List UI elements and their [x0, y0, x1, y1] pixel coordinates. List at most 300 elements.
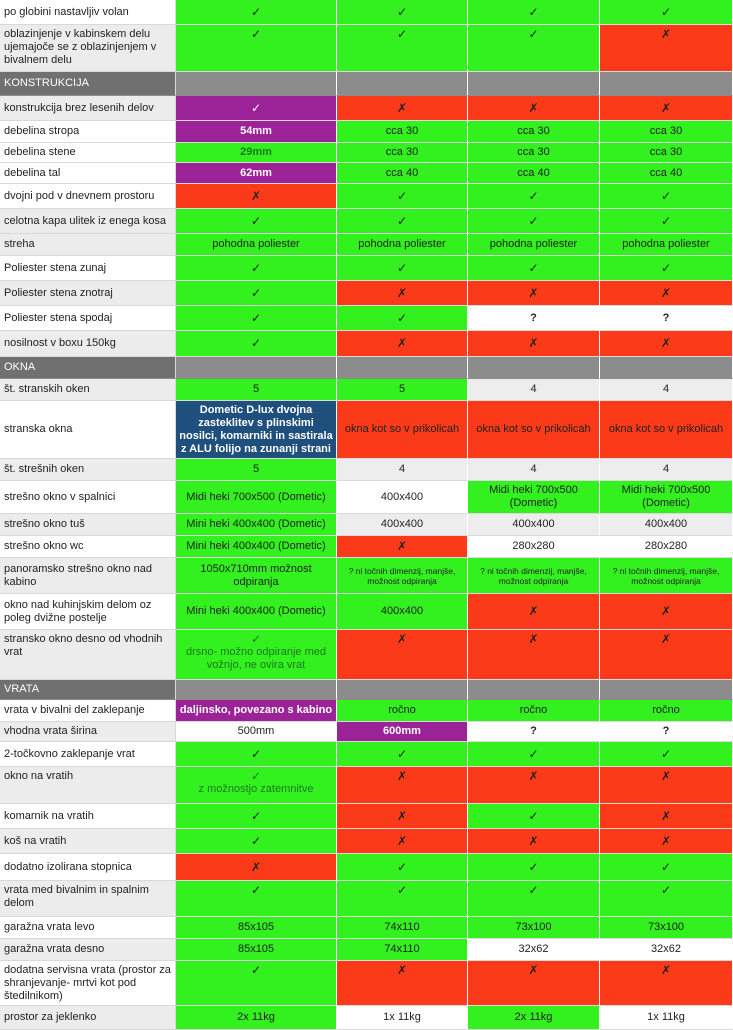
- cell-text: ?: [530, 725, 537, 737]
- row-label: nosilnost v boxu 150kg: [0, 331, 176, 357]
- check-icon: ✓: [528, 4, 539, 19]
- cell-text: 32x62: [651, 943, 681, 955]
- check-icon: ✓: [528, 27, 539, 41]
- table-cell: [337, 829, 468, 854]
- cell-text: pohodna poliester: [358, 238, 446, 250]
- cell-text: 62mm: [240, 166, 272, 179]
- cell-text: 1x 11kg: [647, 1011, 685, 1023]
- table-row: [0, 143, 733, 163]
- table-cell: [600, 829, 733, 854]
- table-cell: [176, 96, 337, 121]
- table-row: [0, 234, 733, 256]
- table-row: [0, 1006, 733, 1030]
- table-cell: [176, 481, 337, 514]
- check-icon: ✓: [528, 808, 539, 823]
- cell-text: 29mm: [240, 146, 272, 158]
- table-cell: [337, 184, 468, 209]
- table-cell: [468, 917, 600, 939]
- table-cell: [337, 594, 468, 630]
- cross-icon: ✗: [660, 336, 672, 350]
- table-cell: [468, 209, 600, 234]
- cell-text: 280x280: [644, 540, 688, 552]
- check-icon: ✓: [396, 260, 408, 275]
- cell-text: 54mm: [240, 125, 272, 137]
- cross-icon: ✗: [660, 27, 672, 41]
- table-cell: [176, 854, 337, 881]
- table-cell: [176, 961, 337, 1006]
- check-icon: ✓: [250, 4, 262, 19]
- table-cell: [176, 25, 337, 72]
- cell-text: ? ni točnih dimenzij, manjše, možnost odpiranja: [348, 565, 456, 586]
- check-icon: ✓: [250, 746, 262, 761]
- table-row: [0, 514, 733, 536]
- cell-text: Mini heki 400x400 (Dometic): [186, 605, 326, 617]
- table-cell: [600, 536, 733, 558]
- table-cell: [468, 25, 600, 72]
- section-fill: [468, 72, 600, 96]
- row-label: dodatno izolirana stopnica: [0, 854, 176, 881]
- cell-text: Midi heki 700x500 (Dometic): [621, 484, 711, 509]
- table-cell: [600, 558, 733, 594]
- check-icon: ✓: [396, 188, 408, 203]
- table-row: [0, 594, 733, 630]
- row-label: 2-točkovno zaklepanje vrat: [0, 742, 176, 767]
- cell-text: 73x100: [515, 921, 552, 933]
- cell-text: 5: [252, 383, 260, 395]
- section-fill: [337, 72, 468, 96]
- table-cell: [468, 514, 600, 536]
- table-cell: [468, 767, 600, 804]
- table-cell: [600, 917, 733, 939]
- table-cell: [468, 143, 600, 163]
- cell-text: 1x 11kg: [383, 1011, 421, 1023]
- cell-note: drsno- možno odpiranje med vožnjo, ne ovira vrat: [185, 646, 327, 671]
- table-row: [0, 536, 733, 558]
- check-icon: ✓: [250, 285, 262, 300]
- table-cell: [337, 1006, 468, 1030]
- section-fill: [176, 680, 337, 700]
- section-fill: [176, 357, 337, 379]
- check-icon: ✓: [660, 188, 672, 203]
- table-cell: [600, 331, 733, 357]
- table-row: [0, 163, 733, 184]
- cross-icon: ✗: [396, 632, 408, 646]
- table-cell: [176, 514, 337, 536]
- table-cell: [176, 459, 337, 481]
- table-cell: [337, 121, 468, 143]
- cross-icon: ✗: [250, 859, 262, 874]
- table-cell: [337, 209, 468, 234]
- table-row: [0, 209, 733, 234]
- row-label: vhodna vrata širina: [0, 722, 176, 742]
- table-cell: [337, 961, 468, 1006]
- table-cell: [468, 804, 600, 829]
- check-icon: ✓: [250, 310, 262, 325]
- cell-text: 85x105: [237, 921, 275, 933]
- section-fill: [468, 357, 600, 379]
- table-cell: [337, 742, 468, 767]
- row-label: št. stranskih oken: [0, 379, 176, 401]
- cell-text: 280x280: [512, 540, 555, 552]
- table-cell: [176, 939, 337, 961]
- table-row: [0, 742, 733, 767]
- table-row: [0, 401, 733, 459]
- cross-icon: ✗: [396, 336, 408, 350]
- table-cell: [600, 594, 733, 630]
- cell-text: 4: [662, 383, 670, 395]
- table-cell: [600, 25, 733, 72]
- table-cell: [468, 961, 600, 1006]
- row-label: debelina tal: [0, 163, 176, 184]
- row-label: Poliester stena zunaj: [0, 256, 176, 281]
- table-cell: [600, 306, 733, 331]
- row-label: oblazinjenje v kabinskem delu ujemajoče se z oblazinjenjem v bivalnem delu: [0, 25, 176, 72]
- table-cell: [176, 281, 337, 306]
- check-icon: ✓: [396, 883, 408, 897]
- table-cell: [176, 742, 337, 767]
- table-cell: [337, 281, 468, 306]
- table-cell: [468, 829, 600, 854]
- cell-text: 500mm: [237, 725, 275, 737]
- cell-text: 400x400: [380, 605, 424, 617]
- check-icon: ✓: [660, 4, 672, 19]
- cell-text: ?: [662, 311, 670, 324]
- cross-icon: ✗: [396, 285, 408, 300]
- table-cell: [600, 881, 733, 917]
- cross-icon: ✗: [528, 963, 539, 977]
- table-cell: [600, 722, 733, 742]
- check-icon: ✓: [396, 310, 408, 325]
- cross-icon: ✗: [250, 188, 262, 203]
- check-icon: ✓: [660, 213, 672, 228]
- table-cell: [600, 0, 733, 25]
- table-cell: [176, 700, 337, 722]
- table-cell: [337, 536, 468, 558]
- table-row: [0, 481, 733, 514]
- check-icon: ✓: [528, 746, 539, 761]
- table-cell: [176, 401, 337, 459]
- row-label: stransko okno desno od vhodnih vrat: [0, 630, 176, 680]
- row-label: garažna vrata desno: [0, 939, 176, 961]
- cell-text: cca 30: [649, 125, 683, 137]
- cell-text: cca 40: [517, 166, 550, 179]
- table-cell: [600, 742, 733, 767]
- table-cell: [600, 96, 733, 121]
- table-cell: [337, 401, 468, 459]
- cross-icon: ✗: [396, 808, 408, 823]
- table-cell: [176, 163, 337, 184]
- table-row: [0, 379, 733, 401]
- cell-text: pohodna poliester: [489, 238, 578, 250]
- table-cell: [337, 459, 468, 481]
- cross-icon: ✗: [396, 100, 408, 115]
- cell-text: cca 40: [385, 166, 419, 179]
- cross-icon: ✗: [528, 285, 539, 300]
- table-cell: [468, 459, 600, 481]
- table-row: [0, 917, 733, 939]
- table-cell: [600, 184, 733, 209]
- table-cell: [176, 306, 337, 331]
- table-cell: [337, 25, 468, 72]
- table-cell: [337, 558, 468, 594]
- cell-text: 4: [398, 463, 406, 475]
- cell-text: ročno: [652, 704, 680, 716]
- table-row: [0, 700, 733, 722]
- cross-icon: ✗: [660, 100, 672, 115]
- table-cell: [600, 961, 733, 1006]
- row-label: konstrukcija brez lesenih delov: [0, 96, 176, 121]
- cross-icon: ✗: [528, 632, 539, 646]
- cell-text: okna kot so v prikolicah: [476, 423, 591, 435]
- cell-text: 2x 11kg: [514, 1011, 553, 1023]
- section-title: VRATA: [0, 680, 176, 700]
- row-label: Poliester stena spodaj: [0, 306, 176, 331]
- cross-icon: ✗: [660, 808, 672, 823]
- check-icon: ✓: [660, 260, 672, 275]
- section-header: [0, 357, 733, 379]
- table-cell: [176, 804, 337, 829]
- cross-icon: ✗: [528, 604, 539, 618]
- cell-text: Mini heki 400x400 (Dometic): [186, 540, 326, 552]
- table-cell: [468, 184, 600, 209]
- cross-icon: ✗: [660, 833, 672, 848]
- table-cell: [337, 481, 468, 514]
- cell-text: pohodna poliester: [622, 238, 710, 250]
- table-cell: [176, 331, 337, 357]
- row-label: strešno okno wc: [0, 536, 176, 558]
- table-cell: [337, 854, 468, 881]
- row-label: celotna kapa ulitek iz enega kosa: [0, 209, 176, 234]
- table-row: [0, 459, 733, 481]
- section-fill: [600, 357, 733, 379]
- cell-text: 400x400: [512, 518, 555, 530]
- cell-text: 400x400: [380, 490, 424, 503]
- row-label: okno na vratih: [0, 767, 176, 804]
- cell-text: Midi heki 700x500 (Dometic): [186, 490, 326, 503]
- table-cell: [337, 96, 468, 121]
- table-cell: [468, 234, 600, 256]
- section-fill: [337, 357, 468, 379]
- table-cell: [468, 558, 600, 594]
- row-label: po globini nastavljiv volan: [0, 0, 176, 25]
- cell-text: pohodna poliester: [212, 238, 300, 250]
- table-cell: [337, 939, 468, 961]
- table-cell: [176, 1006, 337, 1030]
- table-row: [0, 854, 733, 881]
- table-cell: [600, 379, 733, 401]
- table-row: [0, 96, 733, 121]
- table-cell: [337, 306, 468, 331]
- cell-text: 600mm: [383, 725, 421, 737]
- check-icon: ✓: [250, 632, 262, 646]
- table-row: [0, 829, 733, 854]
- cell-text: 4: [530, 463, 537, 475]
- table-cell: [176, 558, 337, 594]
- check-icon: ✓: [396, 27, 408, 41]
- cross-icon: ✗: [528, 336, 539, 350]
- check-icon: ✓: [528, 188, 539, 203]
- table-cell: [468, 700, 600, 722]
- check-icon: ✓: [660, 859, 672, 874]
- table-row: [0, 722, 733, 742]
- cell-text: okna kot so v prikolicah: [608, 423, 724, 435]
- table-cell: [337, 0, 468, 25]
- row-label: stranska okna: [0, 401, 176, 459]
- table-cell: [468, 0, 600, 25]
- table-cell: [600, 401, 733, 459]
- cell-text: Dometic D-lux dvojna zasteklitev s plinskimi nosilci, komarniki in sastirala z ALU folijo na zunanji strani: [179, 403, 333, 455]
- table-cell: [468, 939, 600, 961]
- cell-note: z možnostjo zatemnitve: [198, 783, 314, 795]
- section-fill: [600, 680, 733, 700]
- row-label: vrata v bivalni del zaklepanje: [0, 700, 176, 722]
- table-row: [0, 939, 733, 961]
- table-cell: [176, 722, 337, 742]
- section-title: KONSTRUKCIJA: [0, 72, 176, 96]
- table-cell: [337, 163, 468, 184]
- table-cell: [600, 939, 733, 961]
- row-label: Poliester stena znotraj: [0, 281, 176, 306]
- table-cell: [468, 281, 600, 306]
- row-label: strešno okno tuš: [0, 514, 176, 536]
- table-cell: [176, 881, 337, 917]
- cross-icon: ✗: [396, 963, 408, 977]
- table-cell: [176, 0, 337, 25]
- table-row: [0, 184, 733, 209]
- row-label: prostor za jeklenko: [0, 1006, 176, 1030]
- table-cell: [176, 917, 337, 939]
- cell-text: 4: [530, 383, 537, 395]
- table-cell: [176, 234, 337, 256]
- check-icon: ✓: [528, 859, 539, 874]
- cell-text: Mini heki 400x400 (Dometic): [186, 518, 326, 530]
- table-cell: [337, 700, 468, 722]
- cell-text: 74x110: [384, 943, 420, 955]
- table-cell: [337, 256, 468, 281]
- table-cell: [468, 722, 600, 742]
- row-label: garažna vrata levo: [0, 917, 176, 939]
- table-cell: [468, 401, 600, 459]
- cross-icon: ✗: [396, 833, 408, 848]
- check-icon: ✓: [250, 100, 262, 115]
- table-cell: [600, 459, 733, 481]
- cell-text: Midi heki 700x500 (Dometic): [489, 484, 578, 509]
- table-cell: [176, 594, 337, 630]
- section-fill: [337, 680, 468, 700]
- cell-text: 73x100: [647, 921, 685, 933]
- section-fill: [468, 680, 600, 700]
- table-cell: [337, 722, 468, 742]
- cell-text: 1050x710mm možnost odpiranja: [200, 562, 312, 588]
- table-cell: [468, 379, 600, 401]
- table-row: [0, 281, 733, 306]
- table-cell: [337, 804, 468, 829]
- cell-text: ?: [530, 311, 537, 324]
- table-cell: [600, 209, 733, 234]
- row-label: vrata med bivalnim in spalnim delom: [0, 881, 176, 917]
- table-cell: [337, 514, 468, 536]
- row-label: št. strešnih oken: [0, 459, 176, 481]
- table-cell: [600, 630, 733, 680]
- check-icon: ✓: [250, 260, 262, 275]
- row-label: koš na vratih: [0, 829, 176, 854]
- table-row: [0, 256, 733, 281]
- table-row: [0, 558, 733, 594]
- cross-icon: ✗: [396, 539, 408, 553]
- table-row: [0, 331, 733, 357]
- row-label: debelina stropa: [0, 121, 176, 143]
- table-cell: [600, 767, 733, 804]
- table-cell: [176, 209, 337, 234]
- row-label: panoramsko strešno okno nad kabino: [0, 558, 176, 594]
- cell-text: cca 30: [385, 146, 419, 158]
- table-cell: [468, 331, 600, 357]
- table-cell: [600, 481, 733, 514]
- check-icon: ✓: [528, 213, 539, 228]
- cell-text: ?: [662, 725, 670, 737]
- cross-icon: ✗: [528, 100, 539, 115]
- table-cell: [176, 630, 337, 680]
- table-cell: [337, 143, 468, 163]
- check-icon: ✓: [528, 883, 539, 897]
- table-cell: [468, 163, 600, 184]
- table-cell: [176, 121, 337, 143]
- cross-icon: ✗: [396, 769, 408, 783]
- table-cell: [337, 331, 468, 357]
- table-cell: [468, 1006, 600, 1030]
- table-cell: [337, 917, 468, 939]
- cell-text: 4: [662, 463, 670, 475]
- table-row: [0, 630, 733, 680]
- table-cell: [176, 767, 337, 804]
- table-row: [0, 881, 733, 917]
- table-row: [0, 767, 733, 804]
- table-row: [0, 804, 733, 829]
- section-title: OKNA: [0, 357, 176, 379]
- table-cell: [468, 536, 600, 558]
- check-icon: ✓: [250, 769, 262, 783]
- table-cell: [468, 121, 600, 143]
- section-fill: [176, 72, 337, 96]
- cross-icon: ✗: [660, 285, 672, 300]
- cell-text: 32x62: [518, 943, 549, 955]
- table-row: [0, 25, 733, 72]
- cross-icon: ✗: [660, 963, 672, 977]
- table-cell: [600, 143, 733, 163]
- cell-text: ? ni točnih dimenzij, manjše, možnost odpiranja: [480, 565, 587, 586]
- row-label: debelina stene: [0, 143, 176, 163]
- table-cell: [600, 256, 733, 281]
- cell-text: ročno: [519, 704, 548, 716]
- cross-icon: ✗: [528, 769, 539, 783]
- table-cell: [337, 881, 468, 917]
- check-icon: ✓: [396, 859, 408, 874]
- section-header: [0, 72, 733, 96]
- table-cell: [176, 143, 337, 163]
- row-label: streha: [0, 234, 176, 256]
- table-cell: [600, 234, 733, 256]
- table-cell: [600, 1006, 733, 1030]
- check-icon: ✓: [396, 4, 408, 19]
- table-row: [0, 121, 733, 143]
- cross-icon: ✗: [528, 833, 539, 848]
- table-cell: [468, 481, 600, 514]
- check-icon: ✓: [250, 963, 262, 977]
- table-cell: [468, 630, 600, 680]
- table-cell: [600, 121, 733, 143]
- cell-text: ročno: [388, 704, 416, 716]
- table-row: [0, 0, 733, 25]
